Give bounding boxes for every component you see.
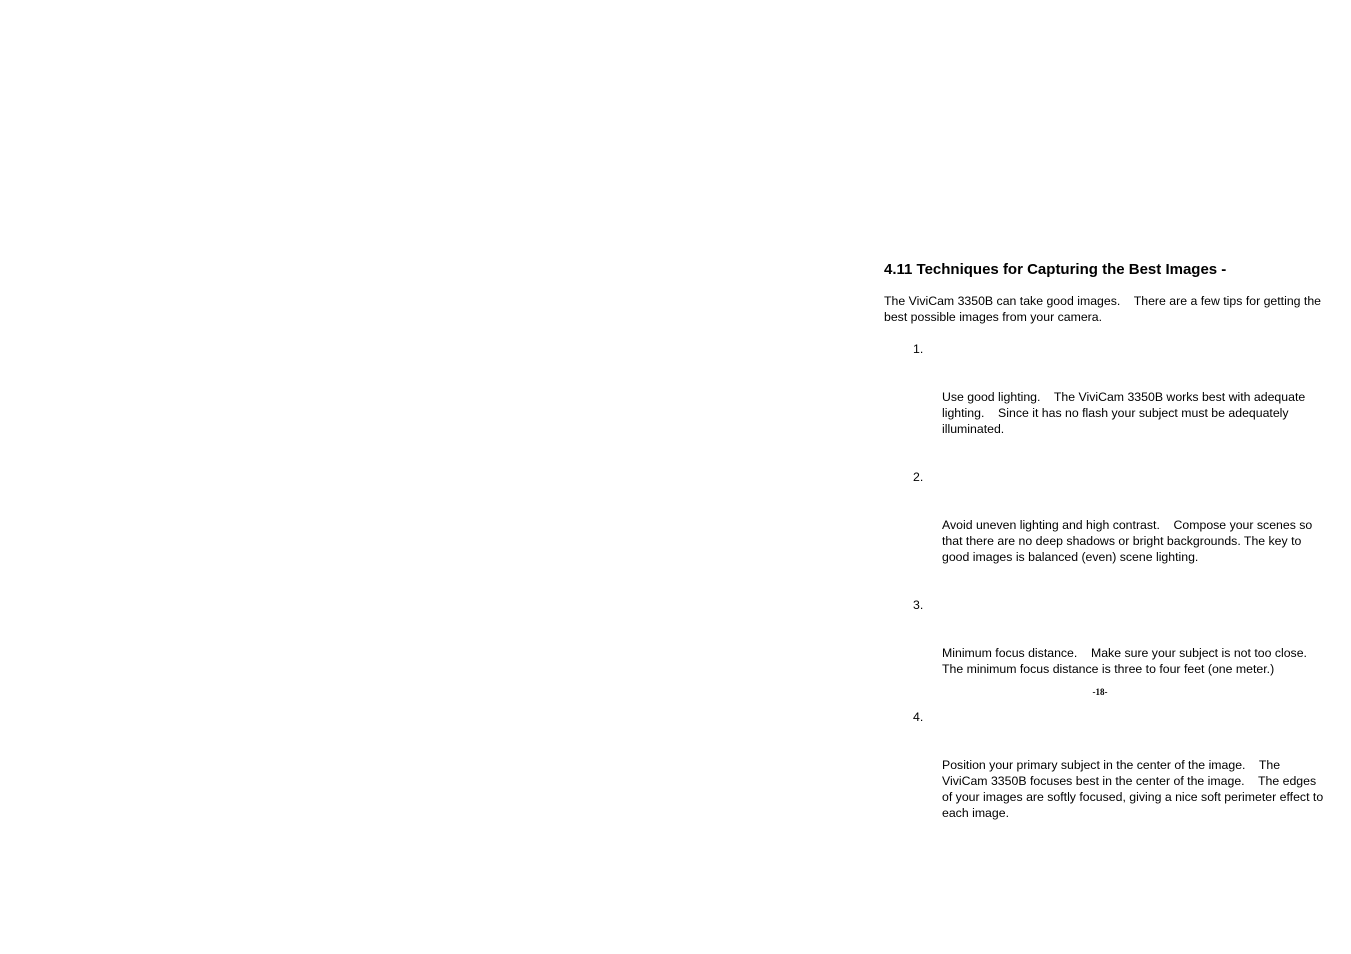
list-item-number: 1. [913,342,924,356]
section-title: 4.11 Techniques for Capturing the Best Images - [884,261,1227,278]
list-item-text: Position your primary subject in the center of the image. The ViviCam 3350B focuses best in the center of the image. The edges of your images are softly focused, giving a nice soft perimeter effect to each image. [942,758,1327,820]
intro-paragraph: The ViviCam 3350B can take good images. There are a few tips for getting the best possible images from your camera. [884,294,1325,324]
list-item-number: 3. [913,598,924,612]
list-item-text: Avoid uneven lighting and high contrast. Compose your scenes so that there are no deep shadows or bright backgrounds. The key to good images is balanced (even) scene lighting. [942,518,1316,564]
list-item-number: 2. [913,470,924,484]
list-item [884,709,1326,853]
list-item [884,469,1326,597]
list-item-text: Use good lighting. The ViviCam 3350B works best with adequate lighting. Since it has no flash your subject must be adequately illuminated. [942,390,1309,436]
list-item [884,341,1326,469]
list-item-number: 4. [913,710,924,724]
list-item-text: Minimum focus distance. Make sure your subject is not too close. The minimum focus distance is three to four feet (one meter.) [942,646,1311,676]
page-number: -18- [1092,687,1108,697]
page-content [884,260,1329,853]
tips-list [884,341,1329,853]
